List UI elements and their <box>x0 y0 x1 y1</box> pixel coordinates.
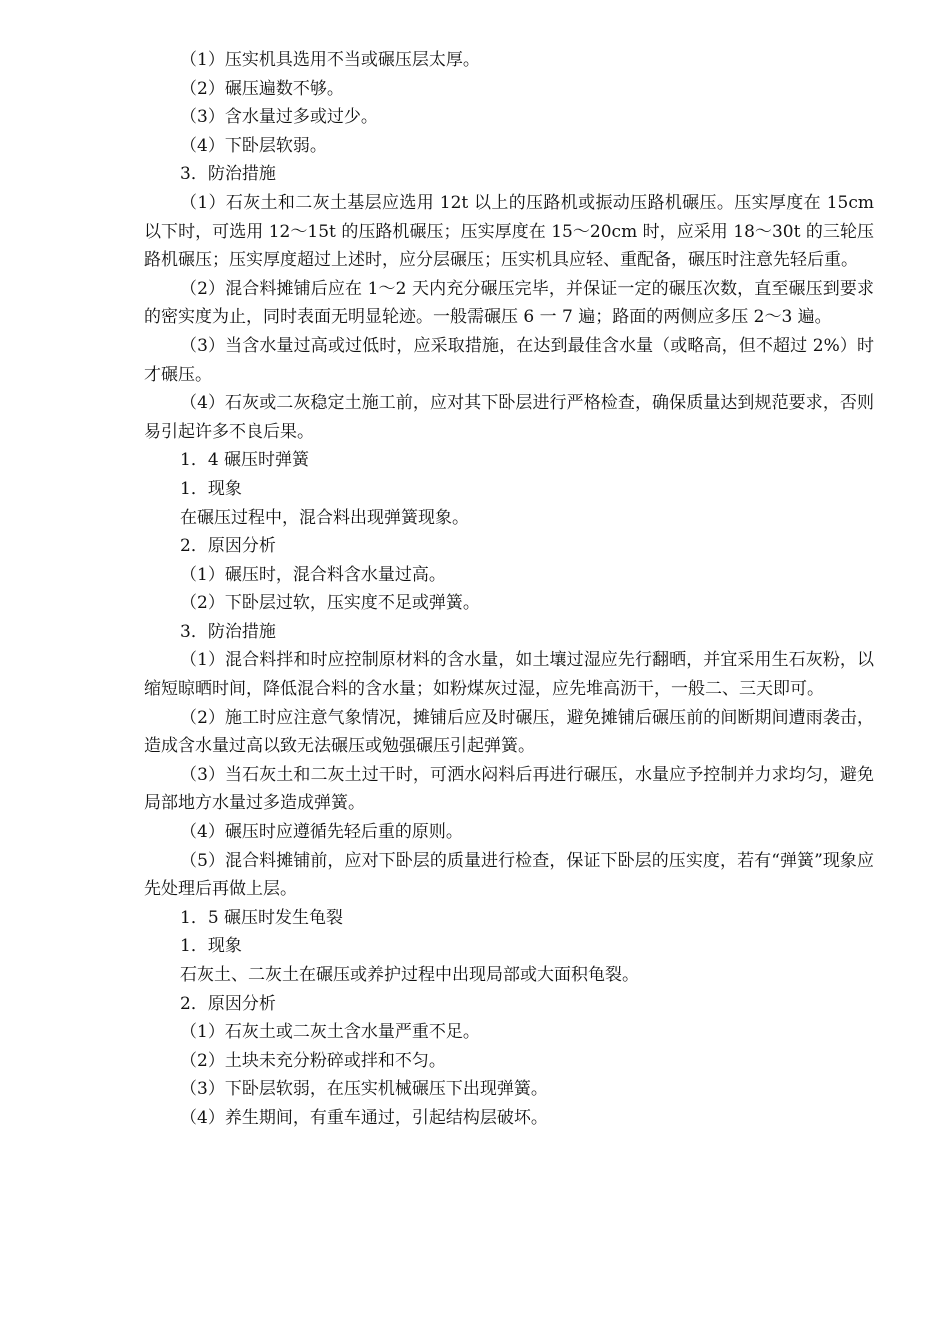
paragraph: （5）混合料摊铺前，应对下卧层的质量进行检查，保证下卧层的压实度，若有“弹簧”现象应先处理后再做上层。 <box>144 850 874 900</box>
document-body <box>144 46 874 1133</box>
paragraph: （1）压实机具选用不当或碾压层太厚。 <box>180 50 480 70</box>
paragraph: （1）混合料拌和时应控制原材料的含水量，如土壤过湿应先行翻晒，并宜采用生石灰粉，以缩短晾晒时间，降低混合料的含水量；如粉煤灰过湿，应先堆高沥干，一般二、三天即可。 <box>144 650 874 700</box>
paragraph: （3）含水量过多或过少。 <box>180 107 378 128</box>
paragraph: 石灰土、二灰土在碾压或养护过程中出现局部或大面积龟裂。 <box>180 965 639 985</box>
paragraph: （4）养生期间，有重车通过，引起结构层破坏。 <box>180 1107 548 1128</box>
paragraph: （2）下卧层过软，压实度不足或弹簧。 <box>180 593 480 614</box>
paragraph: （2）混合料摊铺后应在 1～2 天内充分碾压完毕，并保证一定的碾压次数，直至碾压到要求的密实度为止，同时表面无明显轮迹。一般需碾压 6 一 7 遍；路面的两侧应多压 2～3 遍。 <box>144 278 874 328</box>
paragraph: （2）施工时应注意气象情况，摊铺后应及时碾压，避免摊铺后碾压前的间断期间遭雨袭击，造成含水量过高以致无法碾压或勉强碾压引起弹簧。 <box>144 707 874 757</box>
section-heading: 2．原因分析 <box>180 993 276 1014</box>
paragraph: （2）碾压遍数不够。 <box>180 78 344 99</box>
paragraph: （1）碾压时，混合料含水量过高。 <box>180 564 446 585</box>
paragraph: （4）碾压时应遵循先轻后重的原则。 <box>180 822 463 843</box>
paragraph: （2）土块未充分粉碎或拌和不匀。 <box>180 1050 446 1071</box>
paragraph: （4）石灰或二灰稳定土施工前，应对其下卧层进行严格检查，确保质量达到规范要求，否则易引起许多不良后果。 <box>144 393 874 442</box>
section-heading: 2．原因分析 <box>180 536 276 557</box>
section-heading: 1．5 碾压时发生龟裂 <box>180 907 344 928</box>
section-heading: 1．4 碾压时弹簧 <box>180 450 310 471</box>
paragraph: （3）当含水量过高或过低时，应采取措施，在达到最佳含水量（或略高，但不超过 2%）时才碾压。 <box>144 335 874 385</box>
paragraph: 在碾压过程中，混合料出现弹簧现象。 <box>180 507 469 528</box>
section-heading: 3．防治措施 <box>180 621 276 642</box>
paragraph: （3）当石灰土和二灰土过干时，可洒水闷料后再进行碾压，水量应予控制并力求均匀，避免局部地方水量过多造成弹簧。 <box>144 764 874 814</box>
section-heading: 3．防治措施 <box>180 164 276 185</box>
section-heading: 1．现象 <box>180 936 242 957</box>
paragraph: （1）石灰土和二灰土基层应选用 12t 以上的压路机或振动压路机碾压。压实厚度在 15cm 以下时，可选用 12～15t 的压路机碾压；压实厚度在 15～20cm 时，应采用 18～30t 的三轮压路机碾压；压实厚度超过上述时，应分层碾压；压实机具应轻、重配备，碾压时注意先轻后重。 <box>144 192 874 271</box>
paragraph: （4）下卧层软弱。 <box>180 135 327 156</box>
paragraph: （1）石灰土或二灰土含水量严重不足。 <box>180 1022 480 1043</box>
section-heading: 1．现象 <box>180 478 242 499</box>
paragraph: （3）下卧层软弱，在压实机械碾压下出现弹簧。 <box>180 1079 548 1100</box>
